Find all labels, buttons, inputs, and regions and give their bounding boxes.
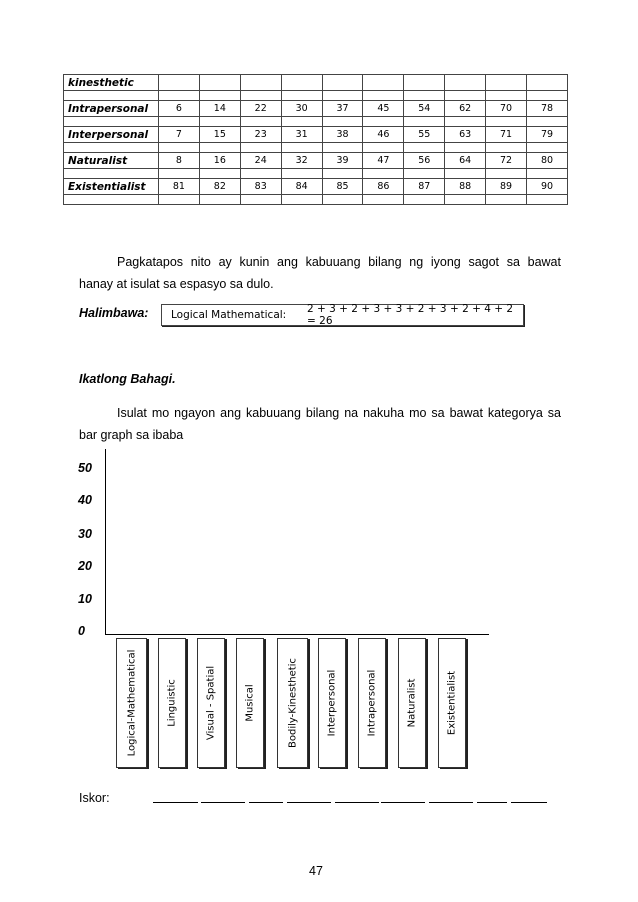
score-blank[interactable] [153,802,198,803]
table-cell [240,143,281,153]
instruction-line-2: hanay at isulat sa espasyo sa dulo. [79,277,274,291]
table-cell: 38 [322,127,363,143]
table-cell: 89 [486,179,527,195]
table-cell [404,117,445,127]
row-label: Existentialist [64,179,159,195]
table-cell: 86 [363,179,404,195]
category-box [158,638,186,768]
x-axis-line [105,634,489,635]
y-tick-label: 10 [78,592,92,606]
table-cell [445,117,486,127]
table-cell [240,169,281,179]
table-cell: 81 [159,179,200,195]
spacer-row [64,91,568,101]
table-row [64,75,568,91]
table-cell: 47 [363,153,404,169]
table-cell [322,143,363,153]
table-cell: 63 [445,127,486,143]
category-label: Musical [244,684,256,722]
table-cell [281,75,322,91]
table-cell: 90 [527,179,568,195]
table-cell: 16 [199,153,240,169]
table-cell: 32 [281,153,322,169]
example-box [161,304,524,326]
table-cell: 64 [445,153,486,169]
table-cell [322,195,363,205]
score-label: Iskor: [79,791,110,805]
table-cell [363,143,404,153]
category-box [197,638,225,768]
table-cell [159,91,200,101]
table-cell [64,91,159,101]
table-cell [64,195,159,205]
table-cell [240,75,281,91]
table-cell [281,117,322,127]
score-blank[interactable] [429,802,473,803]
row-label: Naturalist [64,153,159,169]
table-cell [363,195,404,205]
table-cell: 72 [486,153,527,169]
table-cell [322,75,363,91]
category-box [358,638,386,768]
table-cell [322,169,363,179]
table-row [64,101,568,117]
table-cell: 82 [199,179,240,195]
table-row [64,127,568,143]
table-cell [404,195,445,205]
spacer-row [64,195,568,205]
table-cell [240,117,281,127]
table-cell: 39 [322,153,363,169]
table-cell: 62 [445,101,486,117]
section-line-1: Isulat mo ngayon ang kabuuang bilang na nakuha mo sa bawat kategorya sa [117,406,561,420]
table-cell [281,195,322,205]
category-label: Naturalist [406,678,418,728]
table-cell [486,75,527,91]
table-cell: 87 [404,179,445,195]
row-label: Intrapersonal [64,101,159,117]
table-cell [159,75,200,91]
category-label: Bodily-Kinesthetic [287,658,298,748]
table-cell [240,195,281,205]
table-cell [199,75,240,91]
table-cell [445,143,486,153]
table-cell [363,169,404,179]
category-box [116,638,147,768]
category-label: Logical-Mathematical [126,649,137,757]
table-cell: 71 [486,127,527,143]
score-blank[interactable] [381,802,425,803]
table-cell: 7 [159,127,200,143]
table-cell: 84 [281,179,322,195]
table-cell [404,169,445,179]
table-cell [64,143,159,153]
category-box [398,638,426,768]
y-tick-label: 30 [78,527,92,541]
table-cell: 83 [240,179,281,195]
table-cell [527,143,568,153]
row-label: Interpersonal [64,127,159,143]
section-paragraph [79,402,561,446]
y-axis-line [105,449,106,634]
table-cell [199,117,240,127]
table-cell [240,91,281,101]
category-box [438,638,466,768]
table-cell [527,91,568,101]
table-cell: 6 [159,101,200,117]
table-cell [363,117,404,127]
table-cell: 23 [240,127,281,143]
table-cell: 55 [404,127,445,143]
table-cell: 24 [240,153,281,169]
table-cell: 31 [281,127,322,143]
table-row [64,179,568,195]
table-row [64,153,568,169]
spacer-row [64,143,568,153]
category-label: Linguistic [166,679,178,727]
example-formula: 2 + 3 + 2 + 3 + 3 + 2 + 3 + 2 + 4 + 2 = 26 [307,303,514,327]
table-cell [159,169,200,179]
table-cell: 8 [159,153,200,169]
spacer-row [64,169,568,179]
table-cell: 37 [322,101,363,117]
table-cell: 22 [240,101,281,117]
table-cell: 88 [445,179,486,195]
category-label: Interpersonal [326,669,338,737]
row-label: kinesthetic [64,75,159,91]
spacer-row [64,117,568,127]
table-cell [445,91,486,101]
table-cell: 45 [363,101,404,117]
scores-table [63,74,568,205]
table-cell [199,169,240,179]
table-cell [527,195,568,205]
table-cell [445,75,486,91]
table-cell [486,169,527,179]
score-blank[interactable] [335,802,379,803]
table-cell: 70 [486,101,527,117]
category-box [318,638,346,768]
table-cell: 85 [322,179,363,195]
instruction-paragraph [79,251,561,295]
table-cell [64,117,159,127]
table-cell [486,117,527,127]
table-cell [159,117,200,127]
table-cell [527,117,568,127]
table-cell [64,169,159,179]
table-cell: 46 [363,127,404,143]
table-cell [199,91,240,101]
score-blank[interactable] [249,802,283,803]
table-cell [527,169,568,179]
table-cell [404,75,445,91]
table-cell [281,169,322,179]
table-cell [404,143,445,153]
page-number: 47 [309,864,323,878]
category-label: Visual - Spatial [205,665,217,741]
y-tick-label: 20 [78,559,92,573]
table-cell: 15 [199,127,240,143]
table-cell [486,143,527,153]
table-cell: 14 [199,101,240,117]
category-box [277,638,308,768]
table-cell [445,195,486,205]
table-cell [281,143,322,153]
example-label: Halimbawa: [79,306,149,320]
table-cell: 78 [527,101,568,117]
table-cell [199,143,240,153]
table-cell [363,75,404,91]
table-cell [404,91,445,101]
table-cell [281,91,322,101]
category-label: Intrapersonal [366,669,378,737]
category-label: Existentialist [446,670,458,736]
section-heading: Ikatlong Bahagi. [79,372,176,386]
table-cell [527,75,568,91]
table-cell: 54 [404,101,445,117]
table-cell [486,91,527,101]
score-blank[interactable] [201,802,245,803]
table-cell [199,195,240,205]
table-cell: 80 [527,153,568,169]
table-cell [445,169,486,179]
section-line-2: bar graph sa ibaba [79,428,184,442]
table-cell [159,143,200,153]
category-box [236,638,264,768]
score-blank[interactable] [287,802,331,803]
table-cell: 56 [404,153,445,169]
score-blank[interactable] [477,802,507,803]
table-cell: 79 [527,127,568,143]
table-cell [159,195,200,205]
table-cell [322,117,363,127]
table-cell [486,195,527,205]
score-blank[interactable] [511,802,547,803]
table-cell [322,91,363,101]
y-tick-label: 50 [78,461,92,475]
y-tick-label: 40 [78,493,92,507]
instruction-line-1: Pagkatapos nito ay kunin ang kabuuang bilang ng iyong sagot sa bawat [117,255,561,269]
y-tick-label: 0 [78,624,85,638]
table-cell [363,91,404,101]
table-cell: 30 [281,101,322,117]
example-category: Logical Mathematical: [171,309,287,321]
